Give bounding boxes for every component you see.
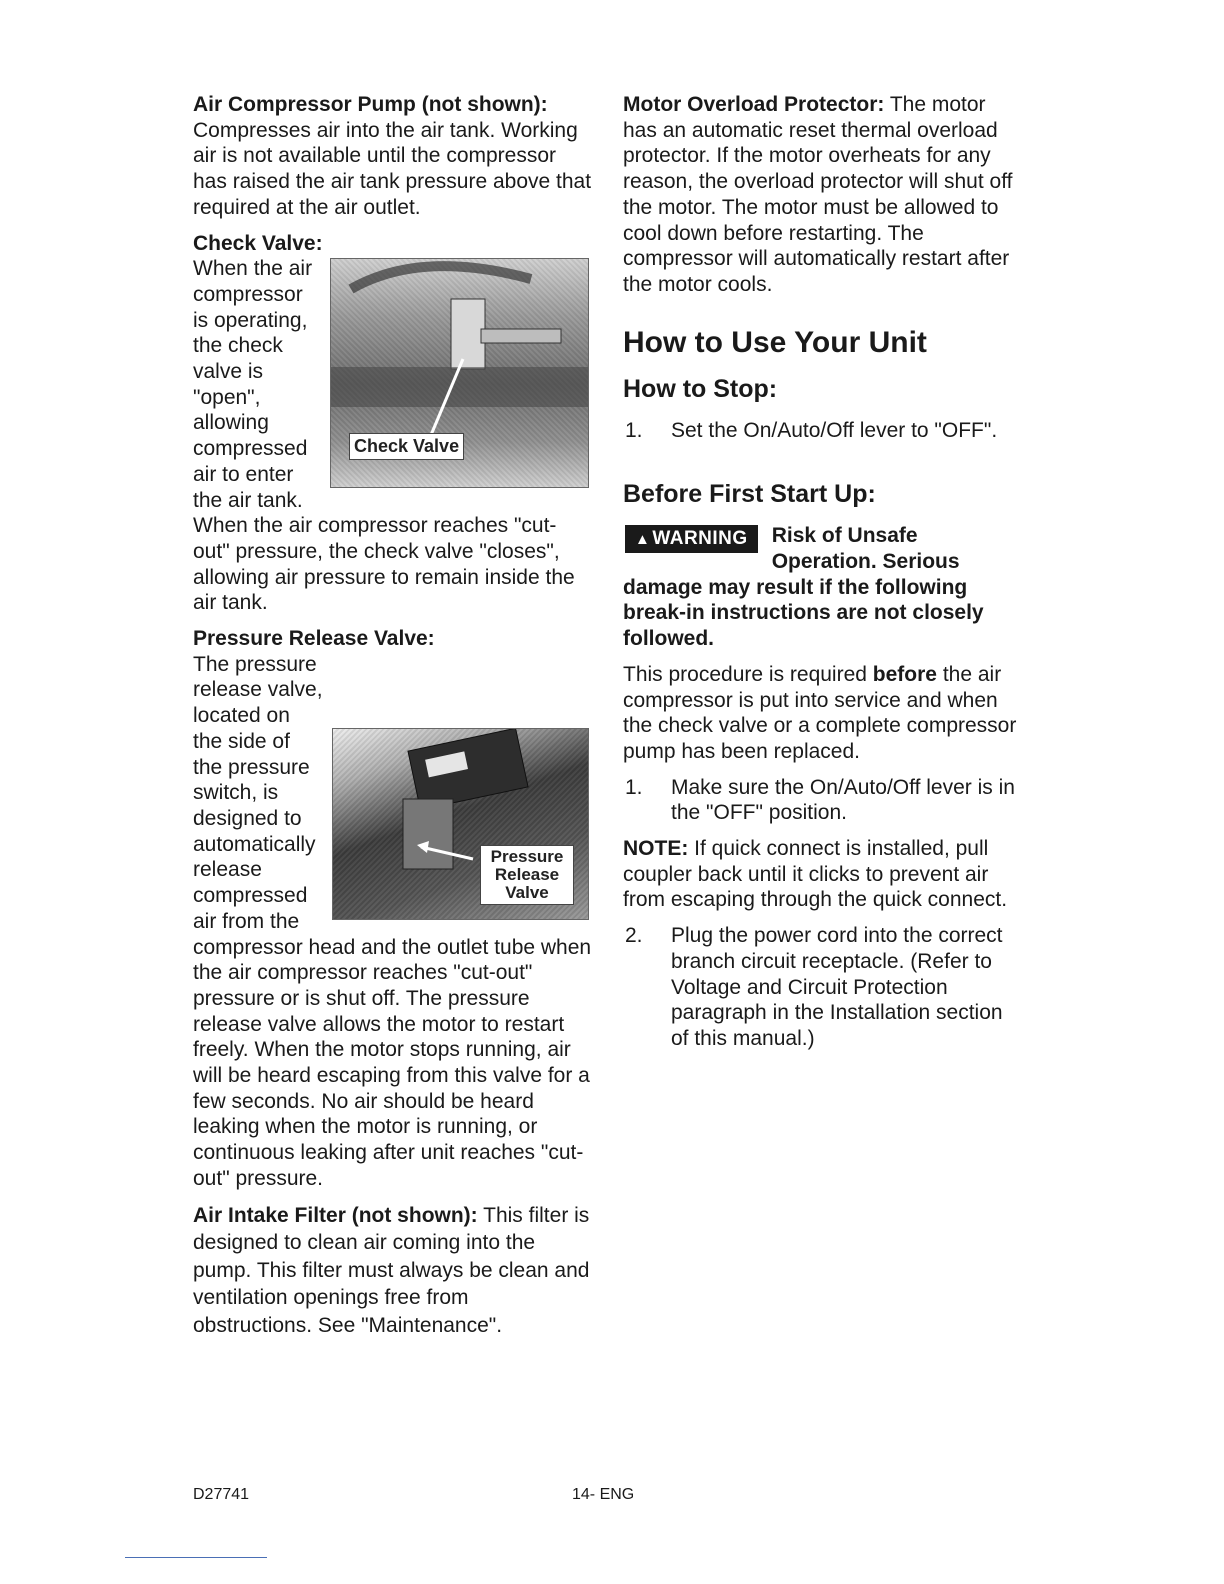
right-column (623, 92, 1023, 1062)
warning-badge-label: WARNING (652, 528, 748, 550)
how-to-stop-title: How to Stop: (623, 374, 778, 403)
note-label: NOTE: (623, 837, 689, 861)
pressure-release-label-line2: Release (494, 864, 560, 884)
pressure-release-heading: Pressure Release Valve: (193, 627, 435, 651)
before-start-steps-1 (623, 775, 1023, 826)
step-text: Plug the power cord into the correct branch circuit receptacle. (Refer to Voltage and Circuit Protection paragraph in the Installation section of this manual.) (671, 924, 1003, 1050)
step-number: 1. (625, 775, 643, 799)
pressure-release-text: The pressure release valve, located on the side of the pressure switch, is designed to automatically release compressed air from the compressor head and the outlet tube when the air compressor reaches "cut-out" pressure or is shut off. The pressure release valve allows the motor to restart freely. When the motor stops running, air will be heard escaping from this valve for a few seconds. No air should be heard leaking when the motor is running, or continuous leaking after unit reaches "cut-out" pressure. (193, 652, 592, 1190)
pump-heading: Air Compressor Pump (not shown): (193, 93, 548, 116)
list-item (623, 923, 1023, 1052)
left-column (193, 92, 593, 1349)
footer-page-number: 14- ENG (572, 1486, 635, 1503)
intro-bold: before (872, 662, 937, 686)
intro-part-2: the air compressor is put into service and when the check valve or a complete compressor pump has been replaced. (623, 662, 1017, 763)
motor-overload-heading: Motor Overload Protector: (623, 93, 885, 116)
before-start-title: Before First Start Up: (623, 480, 876, 509)
step-text: Make sure the On/Auto/Off lever is in the "OFF" position. (671, 775, 1015, 825)
pressure-release-label-line3: Valve (505, 882, 549, 902)
pressure-release-label-line1: Pressure (490, 846, 564, 866)
list-item (623, 775, 1023, 826)
check-valve-heading: Check Valve: (193, 231, 323, 255)
note-paragraph (623, 836, 1023, 913)
warning-badge (625, 525, 758, 553)
check-valve-paragraph (193, 231, 593, 257)
warning-text: Risk of Unsafe Operation. Serious damage may result if the following break-in instructions are not closely followed. (623, 524, 984, 651)
how-to-stop-steps (623, 418, 1023, 444)
pump-text: Compresses air into the air tank. Working air is not available until the compressor has raised the air tank pressure above that required at the air outlet. (193, 118, 592, 219)
check-valve-photo (330, 258, 589, 488)
motor-overload-paragraph (623, 92, 1023, 298)
intake-filter-paragraph (193, 1202, 593, 1340)
footer-rule (125, 1557, 267, 1558)
step-text: Set the On/Auto/Off lever to "OFF". (671, 418, 998, 442)
pump-paragraph (193, 92, 593, 221)
footer-doc-id: D27741 (193, 1486, 250, 1503)
intake-filter-heading: Air Intake Filter (not shown): (193, 1203, 478, 1227)
check-valve-text: When the air compressor is operating, the check valve is "open", allowing compressed air to enter the air tank. When the air compressor reaches "cut-out" pressure, the check valve "closes", allowing air pressure to remain inside the air tank. (193, 257, 575, 615)
step-number: 2. (625, 924, 643, 948)
intake-filter-text: This filter is designed to clean air coming into the pump. This filter must always be clean and ventilation openings free from obstructions. See "Maintenance". (193, 1203, 590, 1337)
procedure-intro (623, 662, 1023, 765)
warning-triangle-icon: ▲ (635, 531, 651, 549)
note-text: If quick connect is installed, pull coupler back until it clicks to prevent air from escaping through the quick connect. (623, 837, 1008, 912)
before-start-steps-2 (623, 923, 1023, 1052)
step-number: 1. (625, 418, 643, 442)
warning-block (623, 523, 1023, 652)
intro-part-1: This procedure is required (623, 662, 873, 686)
list-item (623, 418, 1023, 444)
section-title: How to Use Your Unit (623, 325, 927, 359)
pressure-release-photo (332, 728, 589, 920)
pressure-release-paragraph (193, 626, 593, 652)
pressure-release-label (480, 845, 574, 905)
motor-overload-text: The motor has an automatic reset thermal overload protector. If the motor overheats for any reason, the overload protector will shut off the motor. The motor must be allowed to cool down before restarting. The compressor will automatically restart after the motor cools. (623, 93, 1013, 296)
check-valve-label: Check Valve (349, 433, 464, 460)
